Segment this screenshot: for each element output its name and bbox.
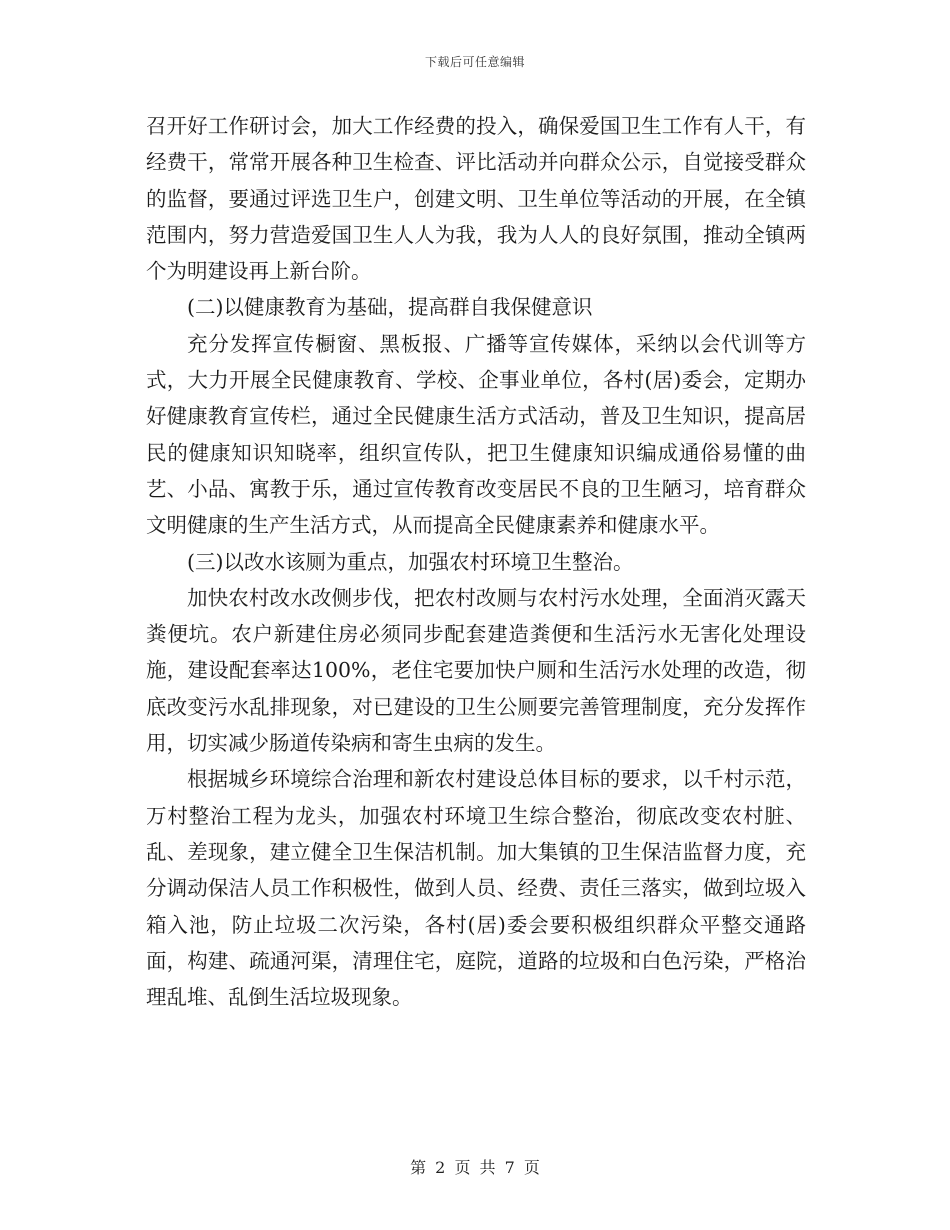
- paragraph-water-toilet: 加快农村改水改侧步伐，把农村改厕与农村污水处理，全面消灭露天粪便坑。农户新建住房必须同步配套建造粪便和生活污水无害化处理设施，建设配套率达100%，老住宅要加快户厕和生活污水处理的改造，彻底改变污水乱排现象，对已建设的卫生公厕要完善管理制度，充分发挥作用，切实减少肠道传染病和寄生虫病的发生。: [146, 585, 806, 756]
- document-body: [146, 108, 806, 1015]
- paragraph-health-education: 充分发挥宣传橱窗、黑板报、广播等宣传媒体，采纳以会代训等方式，大力开展全民健康教育、学校、企事业单位，各村(居)委会，定期办好健康教育宣传栏，通过全民健康生活方式活动，普及卫生知识，提高居民的健康知识知晓率，组织宣传队，把卫生健康知识编成通俗易懂的曲艺、小品、寓教于乐，通过宣传教育改变居民不良的卫生陋习，培育群众文明健康的生产生活方式，从而提高全民健康素养和健康水平。: [146, 331, 806, 538]
- paragraph-continuation: 召开好工作研讨会，加大工作经费的投入，确保爱国卫生工作有人干，有经费干，常常开展各种卫生检查、评比活动并向群众公示，自觉接受群众的监督，要通过评选卫生户，创建文明、卫生单位等活动的开展，在全镇范围内，努力营造爱国卫生人人为我，我为人人的良好氛围，推动全镇两个为明建设再上新台阶。: [146, 114, 806, 284]
- page-header: 下载后可任意编辑: [424, 55, 525, 69]
- page-footer: 第 2 页 共 7 页: [410, 1158, 540, 1177]
- section-heading-2: (二)以健康教育为基础，提高群自我保健意识: [187, 295, 593, 320]
- paragraph-environment: 根据城乡环境综合治理和新农村建设总体目标的要求，以千村示范，万村整治工程为龙头，加强农村环境卫生综合整治，彻底改变农村脏、乱、差现象，建立健全卫生保洁机制。加大集镇的卫生保洁监督力度，充分调动保洁人员工作积极性，做到人员、经费、责任三落实，做到垃圾入箱入池，防止垃圾二次污染，各村(居)委会要积极组织群众平整交通路面，构建、疏通河渠，清理住宅，庭院，道路的垃圾和白色污染，严格治理乱堆、乱倒生活垃圾现象。: [146, 767, 806, 1010]
- section-heading-3: (三)以改水该厕为重点，加强农村环境卫生整治。: [187, 549, 634, 574]
